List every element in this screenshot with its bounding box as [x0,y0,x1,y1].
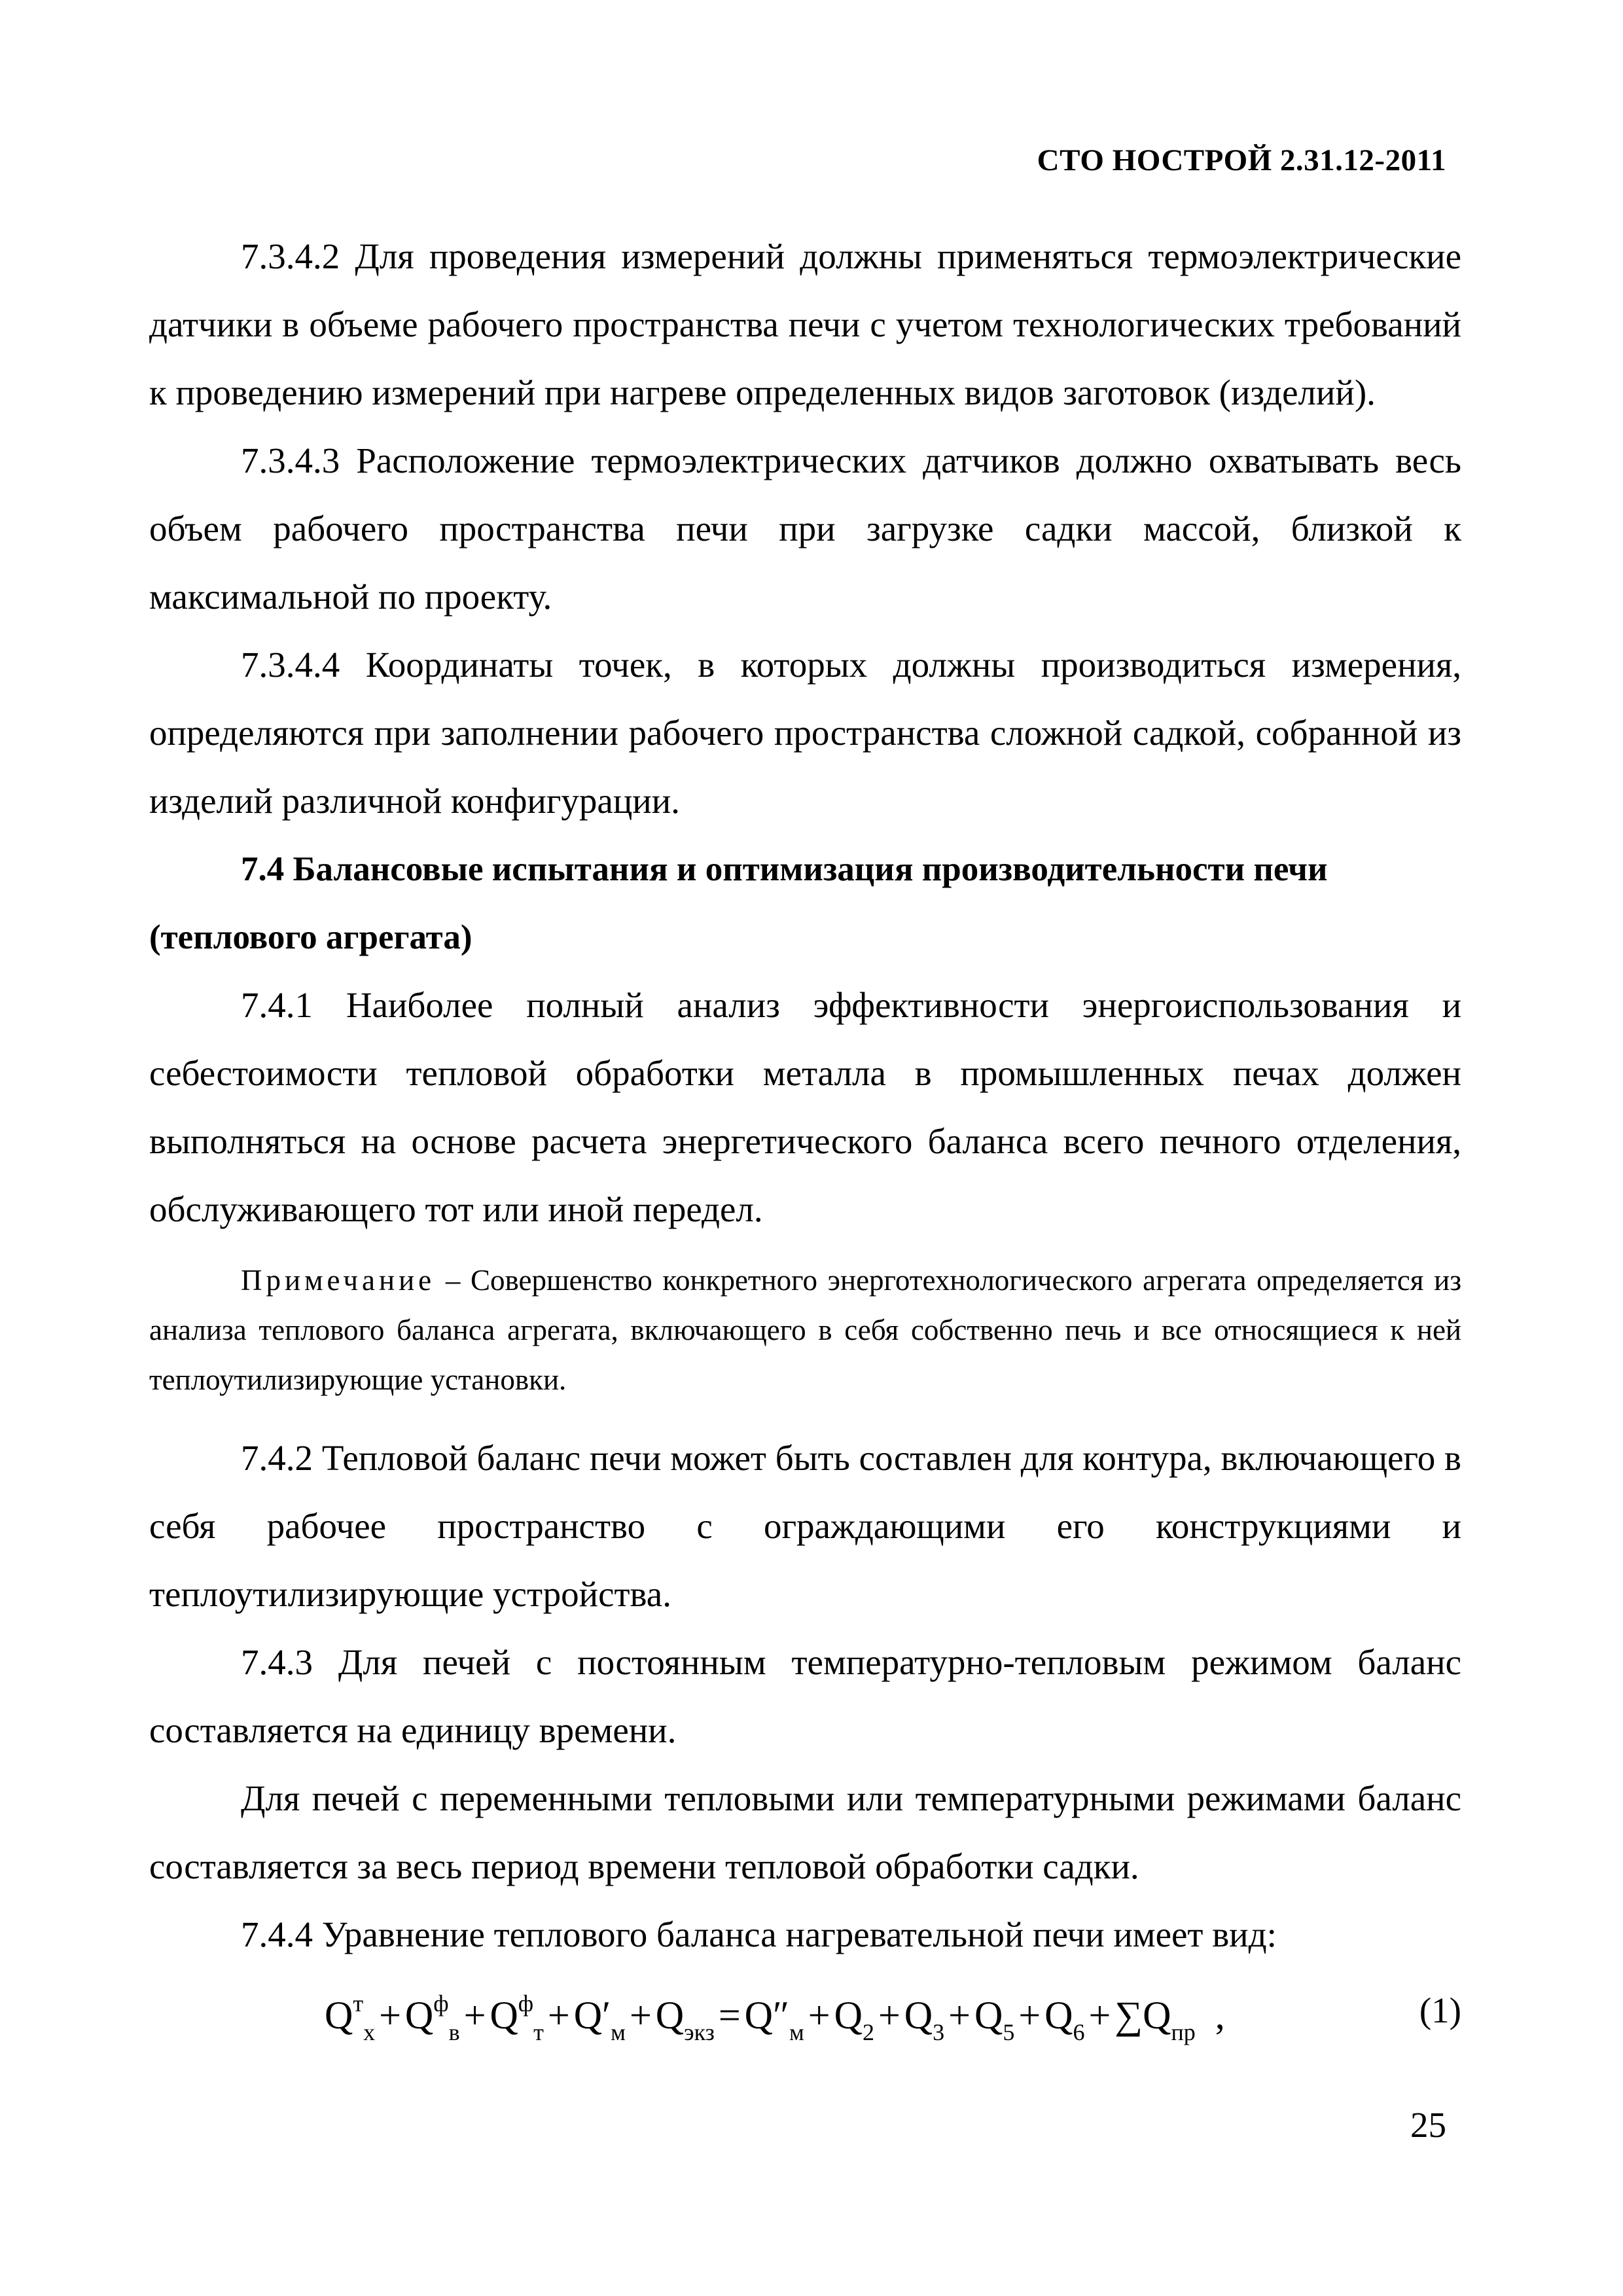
paragraph-7-4-3-continued: Для печей с переменными тепловыми или температурными режимами баланс составляется за весь период времени тепловой обработки садки. [149,1778,1461,1886]
term-symbol: Q [490,1994,518,2037]
term-superscript: ф [518,1990,534,2017]
note [149,1255,1461,1405]
equation-term [904,1994,945,2045]
term-subscript: экз [684,2019,715,2045]
term-subscript: т [533,2019,544,2045]
equation-number: (1) [1419,1990,1461,2030]
equation-term [573,1994,626,2045]
term-superscript: т [353,1990,364,2017]
plus-sign: + [547,1994,570,2037]
paragraph-7-4-3: 7.4.3 Для печей с постоянным температурно-тепловым режимом баланс составляется на единицу времени. [149,1642,1461,1750]
equals-sign: = [718,1994,741,2037]
term-symbol: ∑Q [1115,1994,1171,2037]
term-symbol: Q [325,1994,353,2037]
heat-balance-equation [325,1990,1229,2046]
term-superscript: ф [433,1990,449,2017]
paragraph-7-3-4-2: 7.3.4.2 Для проведения измерений должны применяться термоэлектрические датчики в объеме рабочего пространства печи с учетом технологических требований к проведению измерений при нагреве определенных видов заготовок (изделий). [149,236,1461,412]
equation-row [149,1975,1461,2060]
section-heading-line-1: 7.4 Балансовые испытания и оптимизация производительности печи [241,850,1328,888]
paragraph-7-4-1: 7.4.1 Наиболее полный анализ эффективности энергоиспользования и себестоимости тепловой обработки металла в промышленных печах должен выполняться на основе расчета энергетического баланса всего печного отделения, обслуживающего тот или иной передел. [149,985,1461,1229]
term-symbol: Q [904,1994,933,2037]
term-subscript: 2 [862,2019,874,2045]
term-subscript: х [363,2019,376,2045]
paragraph-7-3-4-4: 7.3.4.4 Координаты точек, в которых должны производиться измерения, определяются при заполнении рабочего пространства сложной садкой, собранной из изделий различной конфигурации. [149,645,1461,821]
equation-term [974,1994,1015,2045]
term-symbol: Q [974,1994,1003,2037]
note-text: – Совершенство конкретного энерготехнологического агрегата определяется из анализа теплового баланса агрегата, включающего в себя собственно печь и все относящиеся к ней теплоутилизирующие установки. [149,1264,1461,1396]
equation-term [1044,1994,1085,2045]
term-subscript: 5 [1003,2019,1015,2045]
term-symbol: Q″ [744,1994,789,2037]
plus-sign: + [1088,1994,1111,2037]
plus-sign: + [878,1994,901,2037]
equation-comma: , [1215,1994,1225,2037]
document-code-header: СТО НОСТРОЙ 2.31.12-2011 [1037,143,1446,177]
term-subscript: м [789,2019,804,2045]
term-subscript: пр [1171,2019,1196,2045]
equation-term [325,1990,376,2045]
plus-sign: + [379,1994,401,2037]
section-heading-7-4-continued [149,903,1461,971]
term-subscript: м [611,2019,626,2045]
equation-term [744,1994,804,2045]
term-symbol: Q′ [573,1994,611,2037]
page-number: 25 [1410,2105,1446,2145]
plus-sign: + [808,1994,830,2037]
equation-term [1115,1994,1196,2045]
term-subscript: 6 [1073,2019,1085,2045]
section-heading-line-2: (теплового агрегата) [149,918,473,956]
term-symbol: Q [834,1994,863,2037]
paragraph-7-3-4-3: 7.3.4.3 Расположение термоэлектрических датчиков должно охватывать весь объем рабочего пространства печи при загрузке садки массой, близкой к максимальной по проекту. [149,440,1461,617]
plus-sign: + [463,1994,486,2037]
term-subscript: 3 [933,2019,945,2045]
plus-sign: + [629,1994,652,2037]
plus-sign: + [948,1994,971,2037]
equation-term [490,1990,544,2045]
term-symbol: Q [655,1994,685,2037]
equation-term [834,1994,874,2045]
note-label: Примечание [241,1264,436,1297]
term-subscript: в [448,2019,460,2045]
term-symbol: Q [404,1994,434,2037]
paragraph-7-4-4: 7.4.4 Уравнение теплового баланса нагревательной печи имеет вид: [241,1914,1277,1954]
equation-term [404,1990,460,2045]
page-content [149,223,1461,2060]
term-symbol: Q [1044,1994,1073,2037]
section-heading-7-4 [149,835,1461,903]
paragraph-7-4-2: 7.4.2 Тепловой баланс печи может быть составлен для контура, включающего в себя рабочее пространство с ограждающими его конструкциями и теплоутилизирующие устройства. [149,1438,1461,1614]
plus-sign: + [1018,1994,1041,2037]
equation-term [655,1994,715,2045]
